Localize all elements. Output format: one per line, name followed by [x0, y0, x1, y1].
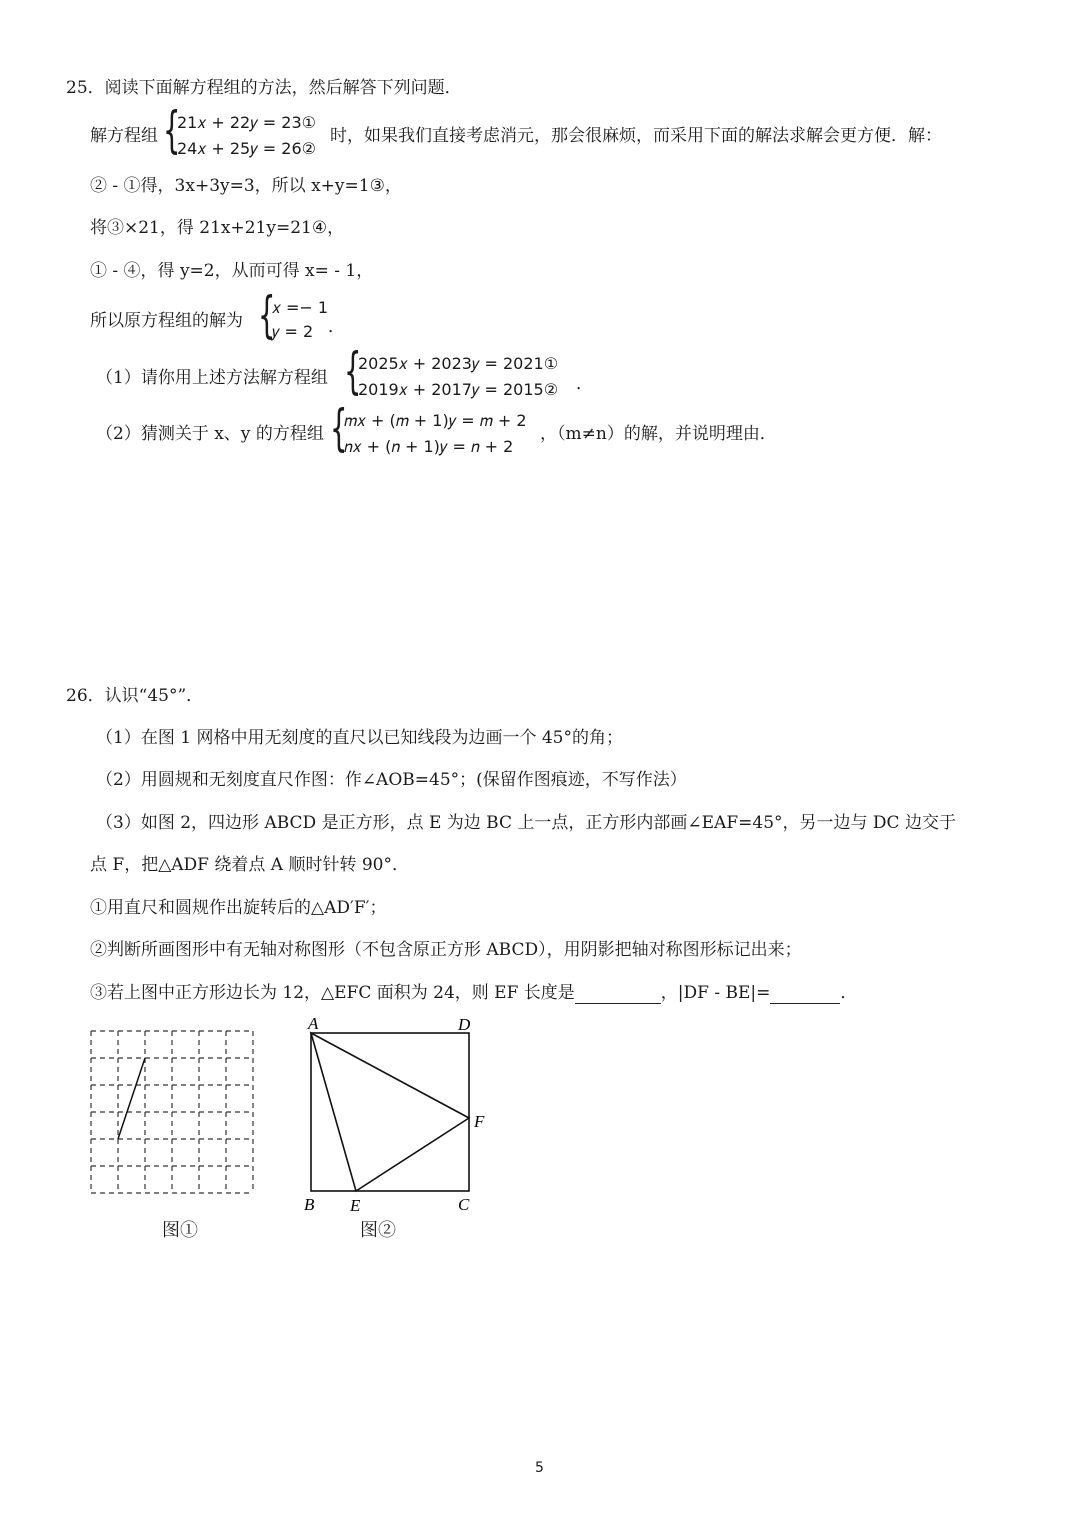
q26-sub1: ①用直尺和圆规作出旋转后的△AD′F′；	[90, 898, 387, 918]
label-c: C	[458, 1195, 470, 1212]
label-f: F	[474, 1112, 485, 1131]
brace-icon: {	[258, 286, 276, 344]
sub3-text-c: ．	[840, 983, 858, 1003]
square-abcd	[311, 1033, 469, 1191]
figure1-grid	[88, 1028, 260, 1198]
label-d: D	[458, 1015, 471, 1034]
q26-part3-line2: 点 F，把△ADF 绕着点 A 顺时针转 90°．	[90, 855, 409, 875]
sys3-eq1: 𝑚𝑥 + (𝑚 + 1)𝑦 = 𝑚 + 2	[344, 411, 527, 430]
answer-blank-df-be[interactable]	[770, 985, 840, 1004]
triangle-aef	[311, 1033, 469, 1191]
sub3-text-a: ③若上图中正方形边长为 12，△EFC 面积为 24，则 EF 长度是	[90, 983, 575, 1003]
q26-part3-line1: （3）如图 2，四边形 ABCD 是正方形，点 E 为边 BC 上一点，正方形内部画∠EAF=45°，另一边与 DC 边交于	[96, 813, 956, 833]
figure2-square	[296, 1012, 496, 1212]
sys1-eq2: 24𝑥 + 25𝑦 = 26②	[177, 139, 316, 158]
q26-title: 26．认识“45°”．	[66, 686, 204, 706]
q25-solution-suffix: ．	[328, 317, 345, 337]
given-segment	[118, 1058, 145, 1139]
sys2-eq1: 2025𝑥 + 2023𝑦 = 2021①	[358, 354, 559, 373]
q25-part2-suffix: ，（m≠n）的解，并说明理由．	[540, 424, 777, 444]
q25-intro-prefix: 解方程组	[90, 126, 158, 146]
brace-icon: {	[163, 101, 181, 159]
page-number: 5	[535, 1460, 544, 1476]
sys3-eq2: 𝑛𝑥 + (𝑛 + 1)𝑦 = 𝑛 + 2	[344, 437, 514, 456]
q25-step1: ② - ①得，3x+3y=3，所以 x+y=1③，	[90, 176, 402, 196]
q25-part1-suffix: ．	[576, 374, 593, 394]
answer-blank-ef[interactable]	[575, 985, 661, 1004]
q26-part2: （2）用圆规和无刻度直尺作图：作∠AOB=45°；(保留作图痕迹，不写作法）	[96, 770, 687, 790]
label-b: B	[304, 1195, 315, 1212]
q25-solution-prefix: 所以原方程组的解为	[90, 311, 243, 331]
sub3-text-b: ，|DF - BE|=	[660, 983, 771, 1003]
sys2-eq2: 2019𝑥 + 2017𝑦 = 2015②	[358, 380, 559, 399]
brace-icon: {	[344, 342, 362, 400]
grid-lines	[91, 1031, 253, 1193]
label-a: A	[308, 1014, 319, 1033]
q25-part2-prefix: （2）猜测关于 x、y 的方程组	[96, 424, 324, 444]
figure2-caption: 图②	[360, 1220, 396, 1241]
q26-part1: （1）在图 1 网格中用无刻度的直尺以已知线段为边画一个 45°的角；	[96, 728, 623, 748]
q25-intro-suffix: 时，如果我们直接考虑消元，那会很麻烦，而采用下面的解法求解会更方便．解：	[330, 126, 942, 146]
q25-step2: 将③×21，得 21x+21y=21④，	[90, 218, 345, 238]
q26-sub2: ②判断所画图形中有无轴对称图形（不包含原正方形 ABCD），用阴影把轴对称图形标记出来；	[90, 940, 802, 960]
solution-y: 𝑦 = 2	[272, 322, 314, 341]
q26-sub3	[90, 982, 857, 1004]
q25-title: 25．阅读下面解方程组的方法，然后解答下列问题．	[66, 78, 462, 98]
solution-x: 𝑥 =− 1	[272, 298, 329, 317]
figure1-caption: 图①	[162, 1220, 198, 1241]
brace-icon: {	[330, 399, 348, 457]
label-e: E	[350, 1196, 361, 1212]
q25-part1-prefix: （1）请你用上述方法解方程组	[96, 368, 328, 388]
q25-step3: ① - ④，得 y=2，从而可得 x= - 1，	[90, 261, 374, 281]
sys1-eq1: 21𝑥 + 22𝑦 = 23①	[177, 113, 316, 132]
